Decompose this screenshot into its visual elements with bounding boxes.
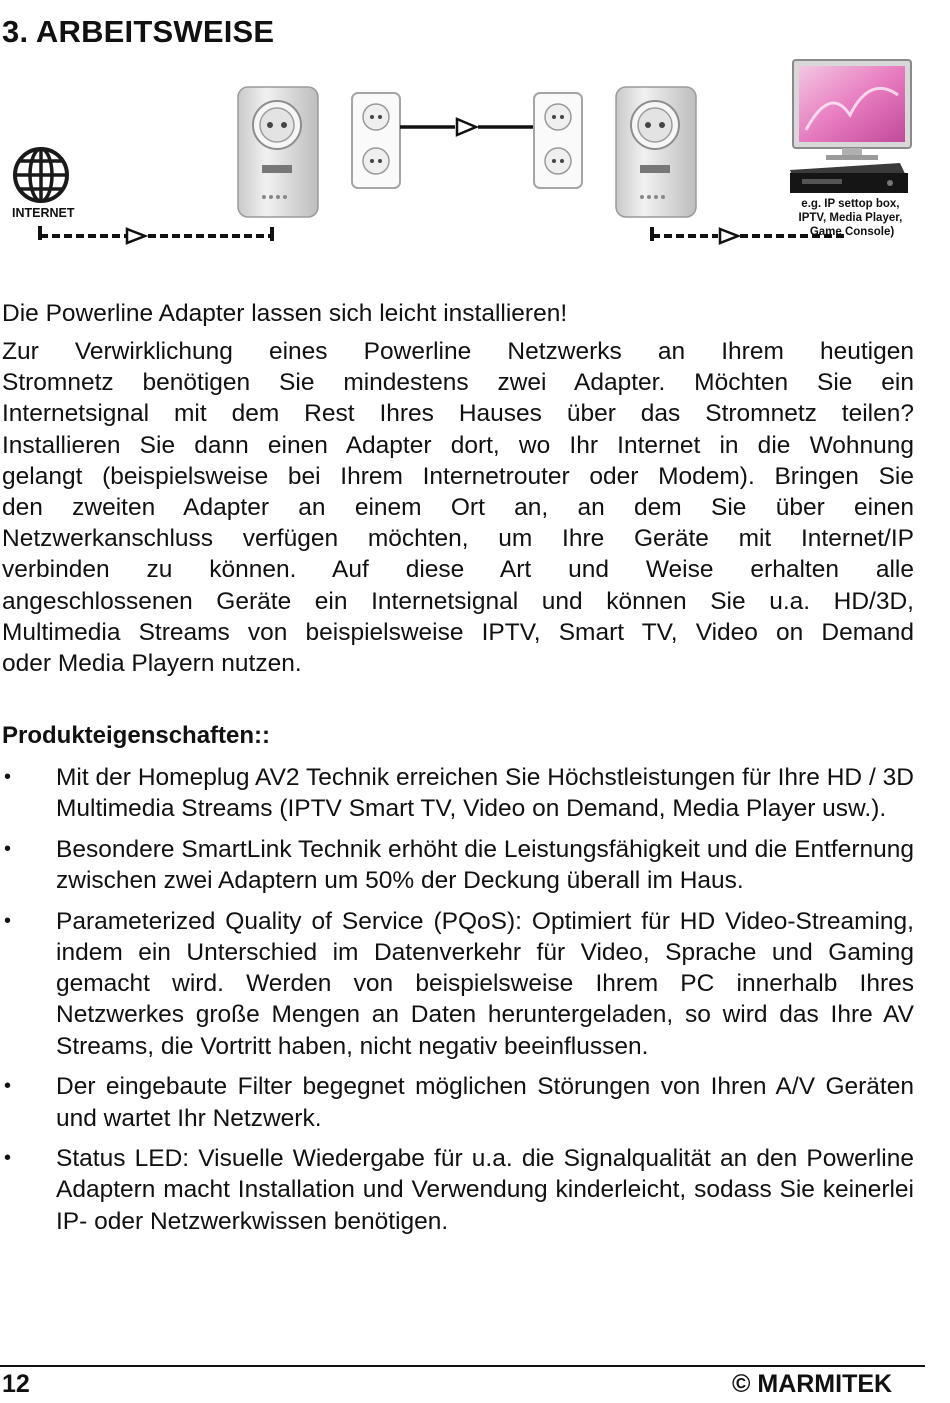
- device-label-line: Game Console): [809, 226, 895, 238]
- bullet-icon: •: [4, 837, 12, 860]
- bullet-icon: •: [4, 1147, 12, 1170]
- intro-line: Stromnetz benötigen Sie mindestens zwei Adapter. Möchten Sie ein: [2, 369, 914, 397]
- arrow-right-icon: [127, 229, 145, 243]
- intro-line: Installieren Sie dann einen Adapter dort, wo Ihr Internet in die Wohnung: [2, 431, 914, 459]
- feature-item: [0, 906, 950, 1062]
- intro-paragraph: [2, 336, 914, 679]
- intro-line: den zweiten Adapter an einem Ort an, an dem Sie über einen: [2, 494, 914, 522]
- feature-text: Status LED: Visuelle Wiedergabe für u.a. die Signalqualität an den Powerline Adaptern macht Installation und Verwendung kinderleicht, sodass Sie keinerlei IP- oder Netzwerkwissen benötigen.: [56, 1145, 914, 1235]
- device-label-line: IPTV, Media Player,: [798, 212, 903, 224]
- feature-text: Besondere SmartLink Technik erhöht die Leistungsfähigkeit und die Entfernung zwischen zwei Adaptern um 50% der Deckung überall im Haus.: [56, 835, 914, 895]
- feature-text: Parameterized Quality of Service (PQoS): Optimiert für HD Video-Streaming, indem ein Unterschied im Datenverkehr für Video, Sprache und Gaming gemacht wird. Werden von beispielsweise Ihrem PC innerhalb Ihres Netzwerkes große Mengen an Daten heruntergeladen, so wird das Ihre AV Streams, die Vortritt haben, nicht negativ beeinflussen.: [56, 907, 914, 1060]
- features-heading: Produkteigenschaften::: [2, 722, 271, 749]
- feature-item: [0, 1071, 950, 1133]
- intro-line: Multimedia Streams von beispielsweise IPTV, Smart TV, Video on Demand: [2, 618, 914, 646]
- feature-item: [0, 1143, 950, 1237]
- intro-line: oder Media Playern nutzen.: [2, 650, 302, 678]
- intro-line: Internetsignal mit dem Rest Ihres Hauses über das Stromnetz teilen?: [2, 400, 914, 428]
- tv-icon: [793, 60, 911, 160]
- internet-label: INTERNET: [12, 206, 75, 220]
- device-label-line: e.g. IP settop box,: [801, 198, 900, 210]
- intro-line: gelangt (beispielsweise bei Ihrem Internetrouter oder Modem). Bringen Sie: [2, 462, 914, 490]
- set-top-box-icon: [790, 163, 908, 193]
- intro-line: angeschlossenen Geräte ein Internetsignal und können Sie u.a. HD/3D,: [2, 587, 914, 615]
- wall-socket-left: [352, 93, 400, 188]
- intro-line: verbinden zu können. Auf diese Art und Weise erhalten alle: [2, 556, 914, 584]
- arrow-right-icon: [720, 229, 738, 243]
- intro-lead: Die Powerline Adapter lassen sich leicht installieren!: [2, 300, 568, 327]
- bullet-icon: •: [4, 909, 12, 932]
- bullet-icon: •: [4, 1075, 12, 1098]
- copyright: © MARMITEK: [732, 1370, 893, 1398]
- wall-socket-right: [534, 93, 582, 188]
- bullet-icon: •: [4, 766, 12, 788]
- device-label: [799, 198, 906, 238]
- features-list: [0, 762, 950, 1246]
- globe-icon: [15, 149, 67, 201]
- arrow-right-icon: [457, 119, 476, 135]
- intro-line: Netzwerkanschluss verfügen möchten, um Ihre Geräte mit Internet/IP: [2, 525, 914, 553]
- footer-rule: [0, 1365, 925, 1367]
- section-title: 3. ARBEITSWEISE: [2, 14, 275, 49]
- page-number: 12: [2, 1370, 30, 1398]
- intro-line: Zur Verwirklichung eines Powerline Netzwerks an Ihrem heutigen: [2, 338, 914, 365]
- dashed-cable-left: [40, 226, 272, 241]
- powerline-adapter-right: [616, 87, 696, 217]
- feature-item: [0, 834, 950, 896]
- powerline-adapter-left: [238, 87, 318, 217]
- feature-text: Mit der Homeplug AV2 Technik erreichen Sie Höchstleistungen für Ihre HD / 3D Multimedia Streams (IPTV Smart TV, Video on Demand, Media Player usw.).: [56, 764, 914, 823]
- network-diagram: [0, 55, 950, 270]
- feature-item: [0, 762, 950, 824]
- feature-text: Der eingebaute Filter begegnet möglichen Störungen von Ihren A/V Geräten und wartet Ihr Netzwerk.: [56, 1073, 914, 1132]
